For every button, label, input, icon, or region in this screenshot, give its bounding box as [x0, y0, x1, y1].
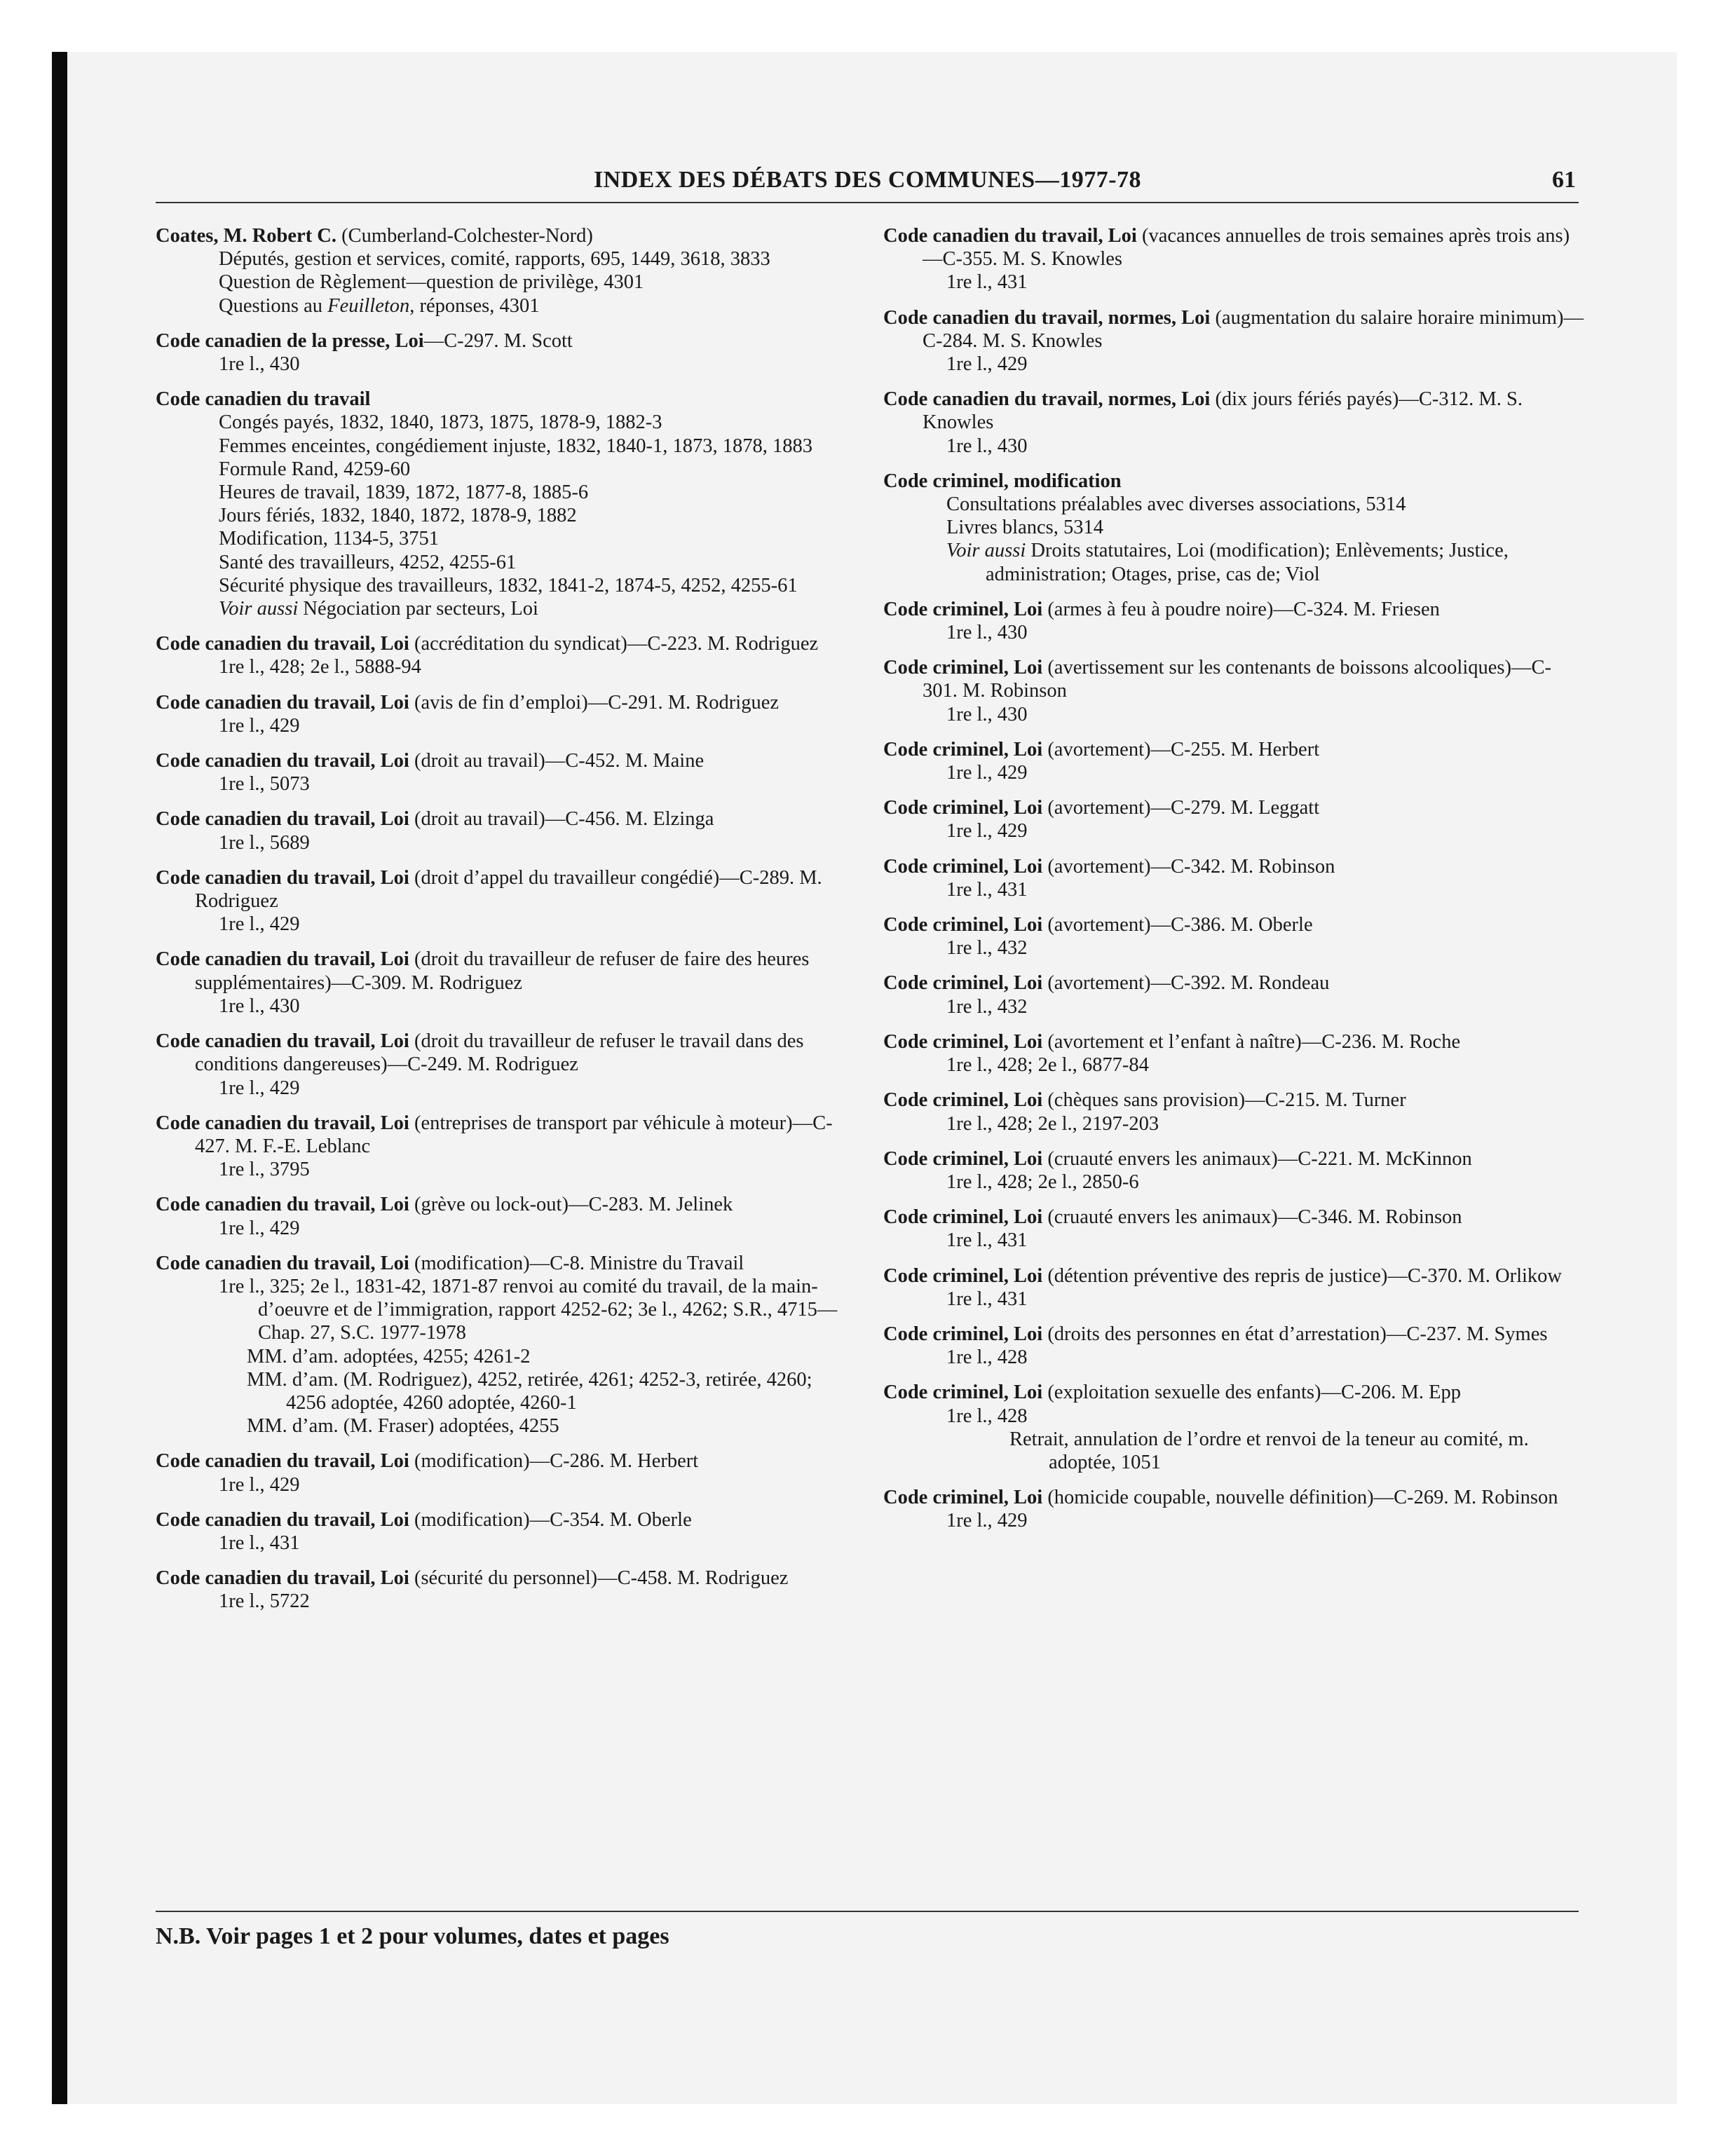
entry-heading-line	[156, 224, 857, 247]
entry-heading: Code canadien du travail, Loi	[156, 1252, 409, 1274]
entry-heading-line	[883, 1486, 1584, 1509]
subheading-text: Question de Règlement—question de privilège, 4301	[219, 271, 644, 294]
page-title: INDEX DES DÉBATS DES COMMUNES—1977-78	[593, 167, 1142, 193]
entry-heading-line	[883, 1264, 1584, 1288]
entry-description: (modification)—C-8. Ministre du Travail	[409, 1252, 744, 1274]
subheading-text: 1re l., 432	[946, 937, 1028, 960]
entry-subheading	[923, 435, 1584, 458]
entry-description: (avortement)—C-255. M. Herbert	[1042, 738, 1320, 760]
entry-description: (vacances annuelles de trois semaines après trois ans)—C-355. M. S. Knowles	[923, 225, 1570, 271]
entry-heading: Code canadien du travail, Loi	[883, 225, 1137, 247]
subheading-text: 1re l., 430	[946, 622, 1028, 644]
subheading-text: 1re l., 429	[946, 353, 1028, 376]
entry-subheading	[195, 1590, 857, 1613]
entry-heading: Code canadien du travail, Loi	[156, 808, 409, 831]
entry-heading-line	[156, 948, 857, 994]
subheading-text: 1re l., 431	[946, 1288, 1028, 1310]
entry-subheading	[195, 1531, 857, 1555]
index-entry	[883, 1147, 1584, 1194]
subheading-text: 1re l., 5689	[219, 831, 310, 854]
subheading-text: Négociation par secteurs, Loi	[298, 598, 538, 620]
subheading-text: Femmes enceintes, congédiement injuste, 1832, 1840-1, 1873, 1878, 1883	[219, 435, 812, 457]
entry-subheading	[923, 878, 1584, 901]
entry-subheading	[195, 1158, 857, 1181]
entry-heading: Code canadien du travail, Loi	[156, 1567, 409, 1590]
entry-subheading	[195, 294, 857, 318]
entry-heading-line	[883, 1089, 1584, 1112]
entry-description: (homicide coupable, nouvelle définition)—C-269. M. Robinson	[1042, 1487, 1558, 1509]
entry-heading-line	[883, 1206, 1584, 1229]
subheading-text: 1re l., 430	[219, 353, 300, 376]
subheading-text: 1re l., 430	[219, 995, 300, 1017]
entry-subheading	[195, 1368, 857, 1414]
entry-subheading	[195, 655, 857, 678]
entry-subheading	[923, 761, 1584, 784]
entry-subheading	[195, 504, 857, 527]
subheading-text: 1re l., 429	[219, 913, 300, 936]
entry-subheading	[195, 435, 857, 458]
index-entry	[883, 1381, 1584, 1474]
subheading-text: Sécurité physique des travailleurs, 1832, 1841-2, 1874-5, 4252, 4255-61	[219, 574, 798, 596]
entry-heading: Coates, M. Robert C.	[156, 225, 337, 247]
index-entry	[883, 224, 1584, 294]
subheading-text: 1re l., 428; 2e l., 6877-84	[946, 1054, 1149, 1077]
entry-subheading	[923, 1428, 1584, 1474]
binding-edge	[52, 52, 67, 2104]
entry-subheading	[923, 516, 1584, 539]
subheading-text: 1re l., 429	[946, 820, 1028, 842]
entry-subheading	[195, 353, 857, 376]
entry-subheading	[195, 481, 857, 504]
entry-heading-line	[883, 1030, 1584, 1053]
index-entry	[883, 971, 1584, 1018]
entry-heading-line	[883, 656, 1584, 702]
entry-heading: Code criminel, modification	[883, 470, 1122, 492]
entry-heading: Code canadien du travail, normes, Loi	[883, 306, 1211, 329]
entry-description: (avertissement sur les contenants de boissons alcooliques)—C-301. M. Robinson	[923, 657, 1551, 702]
entry-subheading	[923, 1112, 1584, 1135]
entry-subheading	[195, 458, 857, 481]
entry-heading-line	[156, 1449, 857, 1473]
entry-subheading	[195, 995, 857, 1018]
index-entry	[883, 1206, 1584, 1252]
entry-heading: Code canadien du travail, Loi	[156, 1194, 409, 1216]
entry-description: (entreprises de transport par véhicule à moteur)—C-427. M. F.-E. Leblanc	[195, 1112, 833, 1157]
subheading-text: MM. d’am. (M. Rodriguez), 4252, retirée, 4261; 4252-3, retirée, 4260; 4256 adoptée, 4260 adoptée, 4260-1	[247, 1368, 812, 1414]
entry-heading: Code criminel, Loi	[883, 1264, 1043, 1287]
entry-subheading	[195, 1077, 857, 1100]
entry-description: (droit du travailleur de refuser le travail dans des conditions dangereuses)—C-249. M. Rodriguez	[195, 1030, 804, 1076]
subheading-text: Santé des travailleurs, 4252, 4255-61	[219, 551, 517, 573]
entry-description: (droits des personnes en état d’arrestation)—C-237. M. Symes	[1042, 1323, 1548, 1345]
entry-subheading	[923, 271, 1584, 294]
subheading-text: Livres blancs, 5314	[946, 517, 1103, 539]
entry-heading-line	[156, 807, 857, 831]
entry-heading-line	[156, 1193, 857, 1216]
subheading-text: Questions au	[219, 294, 328, 317]
subheading-text: Jours fériés, 1832, 1840, 1872, 1878-9, 1882	[219, 505, 577, 527]
entry-subheading	[923, 819, 1584, 842]
entry-heading-line	[883, 855, 1584, 878]
entry-subheading	[195, 271, 857, 294]
subheading-text: 1re l., 431	[946, 271, 1028, 294]
index-entry	[883, 656, 1584, 726]
subheading-text: MM. d’am. (M. Fraser) adoptées, 4255	[247, 1415, 559, 1438]
entry-subheading	[195, 551, 857, 574]
index-entry	[156, 1508, 857, 1555]
entry-description: (modification)—C-286. M. Herbert	[409, 1450, 699, 1473]
entry-subheading	[923, 1509, 1584, 1532]
subheading-text: 1re l., 325; 2e l., 1831-42, 1871-87 renvoi au comité du travail, de la main-d’oeuvre et de l’immigration, rapport 4252-62; 3e l., 4262; S.R., 4715—Chap. 27, S.C. 1977-1978	[219, 1275, 838, 1344]
subheading-text: Congés payés, 1832, 1840, 1873, 1875, 1878-9, 1882-3	[219, 411, 662, 434]
entry-heading-line	[156, 388, 857, 411]
entry-subheading	[923, 1171, 1584, 1194]
entry-heading: Code canadien du travail	[156, 388, 371, 411]
index-entry	[883, 1323, 1584, 1369]
entry-description: (avortement)—C-386. M. Oberle	[1042, 914, 1313, 936]
entry-subheading	[923, 1053, 1584, 1077]
subheading-text: Droits statutaires, Loi (modification); Enlèvements; Justice, administration; Otages, prise, cas de; Viol	[986, 540, 1509, 585]
entry-subheading	[923, 353, 1584, 376]
entry-description: —C-297. M. Scott	[423, 329, 573, 352]
entry-subheading	[923, 936, 1584, 960]
entry-description: (droit au travail)—C-456. M. Elzinga	[409, 808, 714, 831]
entry-heading: Code criminel, Loi	[883, 1147, 1043, 1170]
entry-heading-line	[883, 598, 1584, 621]
subheading-text: 1re l., 428	[946, 1405, 1028, 1427]
index-entry	[156, 749, 857, 796]
entry-description: (accréditation du syndicat)—C-223. M. Rodriguez	[409, 633, 819, 655]
entry-description: (grève ou lock-out)—C-283. M. Jelinek	[409, 1194, 733, 1216]
subheading-tail: , réponses, 4301	[409, 294, 540, 317]
subheading-text: 1re l., 429	[219, 1217, 300, 1239]
header-divider	[156, 202, 1579, 203]
index-entry	[156, 632, 857, 678]
entry-description: (sécurité du personnel)—C-458. M. Rodriguez	[409, 1567, 789, 1590]
entry-heading: Code canadien de la presse, Loi	[156, 329, 424, 352]
index-entry	[156, 807, 857, 854]
entry-description: (droit au travail)—C-452. M. Maine	[409, 750, 705, 772]
subheading-text: Députés, gestion et services, comité, rapports, 695, 1449, 3618, 3833	[219, 248, 770, 271]
index-column-left	[156, 224, 857, 1625]
subheading-text: MM. d’am. adoptées, 4255; 4261-2	[247, 1345, 531, 1367]
subheading-text: 1re l., 428; 2e l., 2197-203	[946, 1112, 1159, 1135]
index-entry	[883, 1486, 1584, 1532]
entry-description: (droit du travailleur de refuser de faire des heures supplémentaires)—C-309. M. Rodriguez	[195, 948, 810, 994]
index-column-right	[883, 224, 1584, 1545]
subheading-text: 1re l., 5722	[219, 1590, 310, 1613]
entry-heading-line	[156, 632, 857, 655]
entry-heading: Code criminel, Loi	[883, 1381, 1043, 1404]
entry-heading: Code criminel, Loi	[883, 855, 1043, 878]
entry-subheading	[195, 1275, 857, 1345]
entry-heading: Code canadien du travail, Loi	[156, 1450, 409, 1473]
entry-heading-line	[156, 329, 857, 353]
entry-heading-line	[883, 971, 1584, 995]
subheading-text: 1re l., 430	[946, 703, 1028, 725]
entry-description: (avortement)—C-392. M. Rondeau	[1042, 972, 1330, 995]
index-entry	[156, 691, 857, 737]
subheading-text: Consultations préalables avec diverses associations, 5314	[946, 493, 1406, 516]
entry-description: (chèques sans provision)—C-215. M. Turner	[1042, 1089, 1406, 1112]
index-entry	[883, 855, 1584, 901]
index-entry	[156, 948, 857, 1018]
subheading-text: 1re l., 432	[946, 995, 1028, 1018]
entry-subheading	[195, 1345, 857, 1368]
subheading-text: Formule Rand, 4259-60	[219, 458, 411, 480]
entry-subheading	[195, 714, 857, 737]
subheading-text: 1re l., 3795	[219, 1159, 310, 1181]
subheading-text: 1re l., 429	[946, 1510, 1028, 1532]
entry-heading: Code criminel, Loi	[883, 1089, 1043, 1112]
index-entry	[883, 738, 1584, 784]
entry-heading: Code canadien du travail, Loi	[156, 633, 409, 655]
subheading-text: 1re l., 431	[219, 1531, 300, 1554]
entry-description: (avis de fin d’emploi)—C-291. M. Rodriguez	[409, 691, 779, 714]
index-entry	[156, 224, 857, 318]
index-entry	[883, 796, 1584, 842]
entry-subheading	[923, 995, 1584, 1018]
entry-heading: Code canadien du travail, Loi	[156, 1030, 409, 1053]
entry-subheading	[195, 913, 857, 936]
entry-heading-line	[883, 306, 1584, 353]
entry-heading: Code criminel, Loi	[883, 738, 1043, 760]
entry-description: (Cumberland-Colchester-Nord)	[336, 225, 593, 247]
entry-heading-line	[883, 1323, 1584, 1346]
entry-heading-line	[883, 1381, 1584, 1404]
entry-subheading	[195, 247, 857, 271]
subheading-text: Modification, 1134-5, 3751	[219, 528, 439, 550]
index-entry	[883, 1264, 1584, 1311]
entry-heading: Code criminel, Loi	[883, 797, 1043, 819]
italic-title: Feuilleton	[327, 294, 410, 317]
entry-subheading	[195, 772, 857, 796]
entry-subheading	[195, 1473, 857, 1496]
entry-heading: Code canadien du travail, Loi	[156, 866, 409, 889]
entry-heading: Code criminel, Loi	[883, 972, 1043, 995]
index-entry	[883, 913, 1584, 960]
entry-description: (cruauté envers les animaux)—C-346. M. Robinson	[1042, 1206, 1462, 1229]
index-entry	[156, 1030, 857, 1100]
index-entry	[156, 1449, 857, 1496]
entry-description: (armes à feu à poudre noire)—C-324. M. Friesen	[1042, 598, 1440, 620]
entry-heading-line	[156, 866, 857, 913]
entry-description: (exploitation sexuelle des enfants)—C-206. M. Epp	[1042, 1381, 1461, 1404]
index-entry	[156, 1112, 857, 1182]
subheading-text: 1re l., 5073	[219, 773, 310, 796]
entry-description: (avortement)—C-279. M. Leggatt	[1042, 797, 1320, 819]
entry-heading-line	[156, 1567, 857, 1590]
entry-heading-line	[883, 470, 1584, 493]
entry-heading: Code canadien du travail, Loi	[156, 750, 409, 772]
subheading-text: Retrait, annulation de l’ordre et renvoi de la teneur au comité, m. adoptée, 1051	[1009, 1428, 1529, 1473]
entry-heading: Code canadien du travail, Loi	[156, 1112, 409, 1134]
page-number: 61	[1552, 167, 1576, 193]
entry-description: (cruauté envers les animaux)—C-221. M. McKinnon	[1042, 1147, 1472, 1170]
entry-subheading	[195, 411, 857, 434]
index-entry	[156, 1567, 857, 1613]
entry-heading-line	[156, 1112, 857, 1158]
index-entry	[883, 388, 1584, 458]
subheading-text: 1re l., 428	[946, 1346, 1028, 1369]
index-entry	[156, 388, 857, 620]
subheading-text: Heures de travail, 1839, 1872, 1877-8, 1885-6	[219, 482, 589, 504]
entry-heading: Code canadien du travail, Loi	[156, 691, 409, 714]
index-entry	[883, 470, 1584, 586]
subheading-text: 1re l., 429	[219, 714, 300, 737]
index-entry	[156, 866, 857, 936]
subheading-text: 1re l., 429	[219, 1077, 300, 1099]
entry-description: (droit d’appel du travailleur congédié)—C-289. M. Rodriguez	[195, 866, 822, 913]
entry-description: (avortement)—C-342. M. Robinson	[1042, 855, 1335, 878]
entry-description: (détention préventive des repris de justice)—C-370. M. Orlikow	[1042, 1264, 1563, 1287]
entry-heading: Code canadien du travail, Loi	[156, 948, 409, 971]
index-entry	[883, 1030, 1584, 1077]
entry-heading: Code criminel, Loi	[883, 1323, 1043, 1345]
subheading-text: 1re l., 429	[219, 1473, 300, 1496]
see-also-label: Voir aussi	[946, 540, 1026, 562]
index-entry	[883, 598, 1584, 644]
entry-heading: Code criminel, Loi	[883, 1206, 1043, 1229]
entry-heading: Code criminel, Loi	[883, 657, 1043, 679]
subheading-text: 1re l., 428; 2e l., 5888-94	[219, 656, 421, 678]
entry-description: (avortement et l’enfant à naître)—C-236. M. Roche	[1042, 1030, 1461, 1053]
index-entry	[883, 306, 1584, 376]
entry-heading-line	[156, 749, 857, 772]
entry-subheading	[923, 1229, 1584, 1252]
entry-subheading	[195, 831, 857, 854]
entry-subheading	[195, 574, 857, 597]
entry-heading-line	[883, 1147, 1584, 1171]
entry-heading: Code canadien du travail, normes, Loi	[883, 388, 1211, 411]
entry-subheading	[923, 1405, 1584, 1428]
entry-description: (augmentation du salaire horaire minimum)—C-284. M. S. Knowles	[923, 306, 1584, 352]
entry-heading-line	[883, 738, 1584, 761]
entry-subheading	[195, 527, 857, 550]
entry-heading: Code canadien du travail, Loi	[156, 1508, 409, 1531]
index-entry	[156, 1252, 857, 1438]
entry-subheading	[923, 1288, 1584, 1311]
entry-heading-line	[156, 1252, 857, 1275]
entry-heading-line	[156, 691, 857, 714]
subheading-text: 1re l., 430	[946, 435, 1028, 457]
entry-description: (dix jours fériés payés)—C-312. M. S. Knowles	[923, 388, 1523, 434]
entry-heading-line	[883, 796, 1584, 819]
entry-heading: Code criminel, Loi	[883, 1030, 1043, 1053]
entry-subheading	[195, 1217, 857, 1240]
entry-heading-line	[883, 388, 1584, 434]
entry-heading-line	[156, 1508, 857, 1531]
entry-subheading	[195, 597, 857, 620]
entry-subheading	[923, 539, 1584, 585]
subheading-text: 1re l., 431	[946, 878, 1028, 901]
entry-subheading	[923, 621, 1584, 644]
subheading-text: 1re l., 429	[946, 762, 1028, 784]
entry-heading: Code criminel, Loi	[883, 914, 1043, 936]
index-entry	[156, 1193, 857, 1239]
subheading-text: 1re l., 428; 2e l., 2850-6	[946, 1171, 1139, 1193]
entry-heading: Code criminel, Loi	[883, 1487, 1043, 1509]
subheading-text: 1re l., 431	[946, 1229, 1028, 1252]
entry-heading-line	[156, 1030, 857, 1076]
entry-heading-line	[883, 224, 1584, 271]
entry-description: (modification)—C-354. M. Oberle	[409, 1508, 692, 1531]
see-also-label: Voir aussi	[219, 598, 299, 620]
index-entry	[883, 1089, 1584, 1135]
entry-subheading	[923, 703, 1584, 726]
index-entry	[156, 329, 857, 376]
entry-heading: Code criminel, Loi	[883, 598, 1043, 620]
entry-subheading	[923, 1346, 1584, 1369]
footer-divider	[156, 1911, 1579, 1912]
entry-subheading	[195, 1414, 857, 1438]
entry-heading-line	[883, 913, 1584, 936]
footer-note: N.B. Voir pages 1 et 2 pour volumes, dates et pages	[156, 1923, 669, 1949]
entry-subheading	[923, 493, 1584, 516]
